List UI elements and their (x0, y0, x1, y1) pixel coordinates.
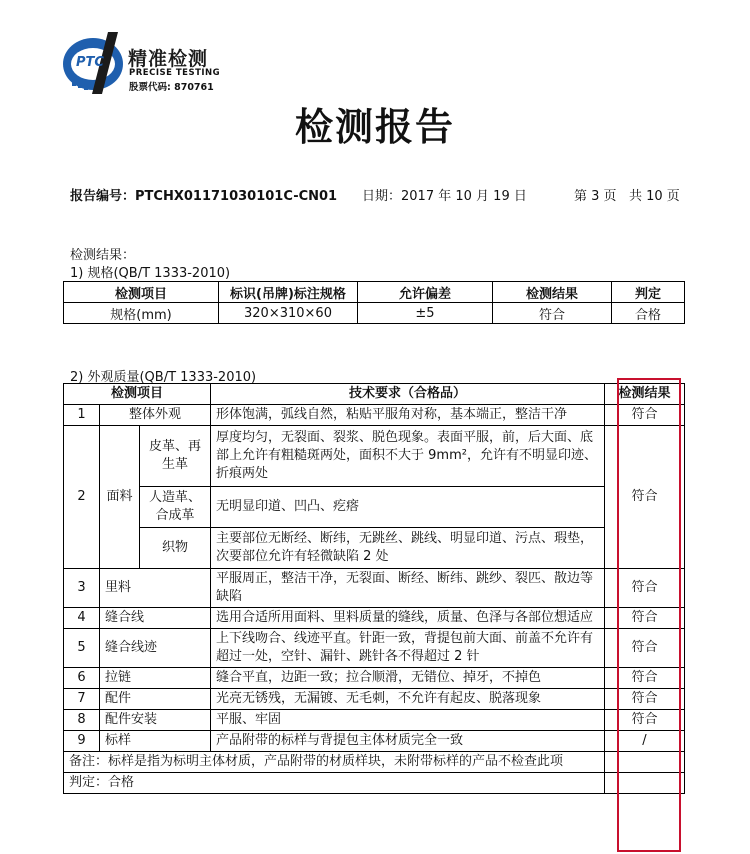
row-requirement: 上下线吻合、线迹平直。针距一致，背提包前大面、前盖不允许有超过一处，空针、漏针、跳针各不得超过 2 针 (211, 629, 605, 668)
table-row (64, 710, 685, 731)
section2-title: 2) 外观质量(QB/T 1333-2010) (70, 370, 257, 385)
row-no: 1 (64, 405, 100, 426)
row-item: 配件安装 (100, 710, 211, 731)
row-no: 7 (64, 689, 100, 710)
report-number-value: PTCHX01171030101C-CN01 (135, 189, 338, 204)
row-result: 符合 (605, 710, 685, 731)
table-row (64, 405, 685, 426)
table-row (64, 608, 685, 629)
sub-item-name: 织物 (140, 528, 211, 569)
appearance-table-header (64, 384, 685, 405)
row-requirement: 平服周正，整洁干净，无裂面、断经、断纬、跳纱、裂匹、散边等缺陷 (211, 569, 605, 608)
row-result: 符合 (605, 608, 685, 629)
spec-header-result: 检测结果 (493, 282, 612, 303)
table-row (64, 528, 685, 569)
row-requirement: 选用合适所用面料、里料质量的缝线，质量、色泽与各部位想适应 (211, 608, 605, 629)
table-row (64, 569, 685, 608)
row-no: 5 (64, 629, 100, 668)
table-row (64, 426, 685, 487)
row-result: 符合 (605, 426, 685, 569)
logo-stock-code: 股票代码: 870761 (129, 82, 214, 93)
spec-table-header (64, 282, 685, 303)
results-label: 检测结果： (70, 248, 136, 263)
row-requirement: 平服、牢固 (211, 710, 605, 731)
report-number (70, 185, 337, 204)
spec-table (63, 281, 685, 324)
spec-cell-result: 符合 (493, 303, 612, 324)
row-result: 符合 (605, 689, 685, 710)
row-item: 里料 (100, 569, 211, 608)
row-item: 面料 (100, 426, 140, 569)
table-note: 备注：标样是指为标明主体材质，产品附带的材质样块，未附带标样的产品不检查此项 (64, 752, 605, 773)
header-result: 检测结果 (605, 384, 685, 405)
row-no: 6 (64, 668, 100, 689)
row-no: 2 (64, 426, 100, 569)
row-item: 缝合线 (100, 608, 211, 629)
table-row (64, 629, 685, 668)
table-row (64, 668, 685, 689)
row-item: 缝合线迹 (100, 629, 211, 668)
table-row (64, 731, 685, 752)
spec-header-label: 标识(吊牌)标注规格 (219, 282, 358, 303)
spec-header-verdict: 判定 (612, 282, 685, 303)
row-item: 整体外观 (100, 405, 211, 426)
page-total: 共 10 页 (628, 189, 680, 204)
row-requirement: 形体饱满，弧线自然，粘贴平服角对称，基本端正，整洁干净 (211, 405, 605, 426)
sub-item-requirement: 主要部位无断经、断纬，无跳丝、跳线、明显印道、污点、瑕垫，次要部位允许有轻微缺陷 2 处 (211, 528, 605, 569)
header-item: 检测项目 (64, 384, 211, 405)
sub-item-requirement: 厚度均匀，无裂面、裂浆、脱色现象。表面平服，前，后大面、底部上允许有粗糙斑两处，面积不大于 9mm²，允许有不明显印迹、折痕两处 (211, 426, 605, 487)
row-result: 符合 (605, 668, 685, 689)
row-result: / (605, 731, 685, 752)
row-no: 9 (64, 731, 100, 752)
row-item: 标样 (100, 731, 211, 752)
row-no: 3 (64, 569, 100, 608)
spec-cell-tolerance: ±5 (358, 303, 493, 324)
page-info (574, 185, 680, 204)
page-number: 第 3 页 (574, 189, 617, 204)
table-row (64, 752, 685, 773)
row-item: 配件 (100, 689, 211, 710)
sub-item-name: 人造革、合成革 (140, 487, 211, 528)
logo-name-cn: 精准检测 (128, 48, 209, 70)
section1-title: 1) 规格(QB/T 1333-2010) (70, 266, 231, 281)
spec-cell-item: 规格(mm) (64, 303, 219, 324)
logo-name-en: PRECISE TESTING (129, 68, 221, 78)
row-result: 符合 (605, 405, 685, 426)
header-requirement: 技术要求（合格品） (211, 384, 605, 405)
spec-header-item: 检测项目 (64, 282, 219, 303)
report-number-label: 报告编号： (70, 189, 136, 204)
row-requirement: 产品附带的标样与背提包主体材质完全一致 (211, 731, 605, 752)
table-row (64, 487, 685, 528)
spec-cell-label: 320×310×60 (219, 303, 358, 324)
spec-cell-verdict: 合格 (612, 303, 685, 324)
row-result: 符合 (605, 629, 685, 668)
report-date-label: 日期： (362, 189, 402, 204)
spec-header-tolerance: 允许偏差 (358, 282, 493, 303)
report-date-value: 2017 年 10 月 19 日 (401, 189, 527, 204)
sub-item-name: 皮革、再生革 (140, 426, 211, 487)
table-verdict: 判定：合格 (64, 773, 605, 794)
table-row (64, 689, 685, 710)
row-no: 8 (64, 710, 100, 731)
appearance-table (63, 383, 685, 794)
row-result: 符合 (605, 569, 685, 608)
row-requirement: 缝合平直，边距一致；拉合顺滑，无错位、掉牙，不掉色 (211, 668, 605, 689)
result-column-highlight (617, 378, 681, 852)
report-title: 检测报告 (294, 104, 455, 149)
table-row (64, 773, 685, 794)
sub-item-requirement: 无明显印道、凹凸、疙瘩 (211, 487, 605, 528)
row-item: 拉链 (100, 668, 211, 689)
row-requirement: 光亮无锈残，无漏镀、无毛刺，不允许有起皮、脱落现象 (211, 689, 605, 710)
row-no: 4 (64, 608, 100, 629)
report-date (362, 185, 527, 204)
logo-abbr: PTC (76, 55, 104, 70)
table-row (64, 303, 685, 324)
